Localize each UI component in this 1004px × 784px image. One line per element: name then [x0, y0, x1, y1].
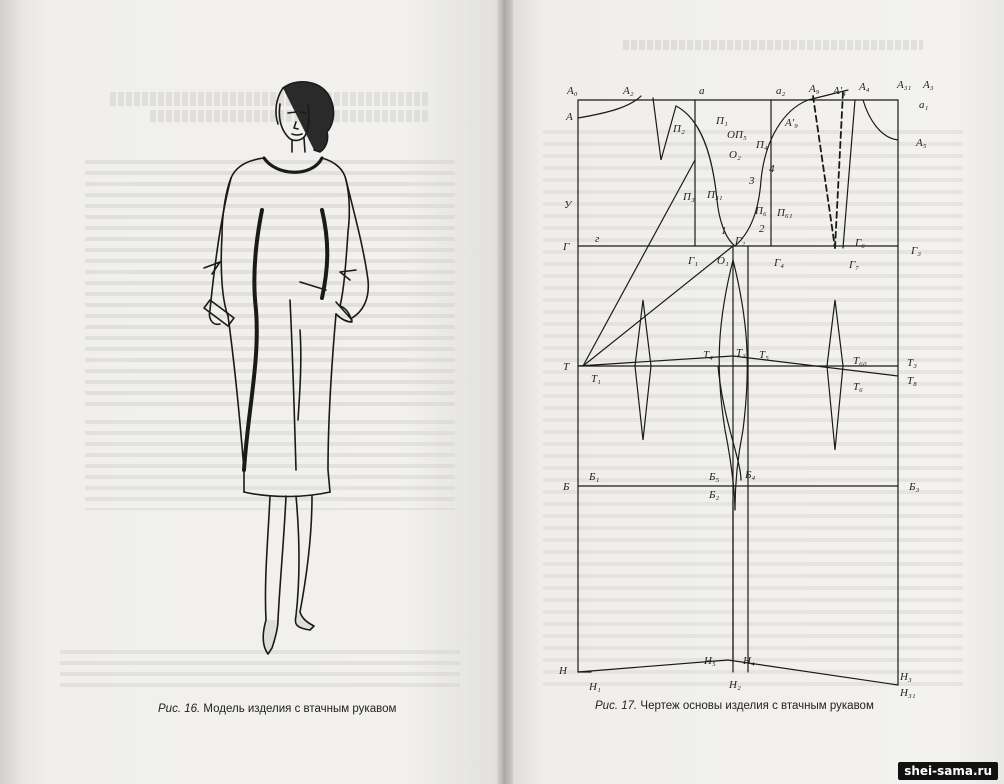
- caption-text: Чертеж основы изделия с втачным рукавом: [640, 700, 874, 712]
- label-t1: Т₁: [591, 373, 601, 385]
- label-t6: Т₆: [853, 381, 863, 393]
- label-1: 1: [721, 225, 727, 237]
- label-a4: A₄: [859, 81, 870, 93]
- label-g: г: [595, 233, 600, 245]
- label-p5: П₅: [735, 129, 747, 141]
- right-figure-caption: [595, 700, 874, 712]
- label-t8: Т₈: [907, 375, 917, 387]
- label-g2: Г₂: [735, 235, 746, 247]
- label-g7: Г₇: [849, 259, 860, 271]
- label-3: 3: [749, 175, 755, 187]
- label-o1: O₁: [717, 255, 729, 267]
- label-p2: П₂: [673, 123, 685, 135]
- label-2: 2: [759, 223, 765, 235]
- label-g3: Г₃: [911, 245, 922, 257]
- site-watermark: shei-sama.ru: [898, 762, 998, 780]
- label-g6: Г₆: [855, 237, 866, 249]
- caption-prefix: Рис. 17.: [595, 700, 638, 712]
- label-T: Т: [563, 361, 570, 373]
- label-a2-small: a₂: [776, 85, 786, 97]
- label-o: O: [727, 129, 735, 141]
- label-n2: Н₂: [729, 679, 741, 691]
- label-a9-prime: A′₉: [785, 117, 798, 129]
- label-t60: Т₆₀: [853, 355, 867, 367]
- pattern-drafting-diagram: [503, 0, 1004, 784]
- label-p1: П₁: [716, 115, 728, 127]
- label-a0: A₀: [567, 85, 578, 97]
- label-N: Н: [559, 665, 567, 677]
- label-a1: a₁: [919, 99, 929, 111]
- label-n4: Н₄: [743, 655, 755, 667]
- label-a31: A₃₁: [897, 79, 912, 91]
- label-a3: A₃: [923, 79, 934, 91]
- label-p4: П₄: [756, 139, 768, 151]
- caption-prefix: Рис. 16.: [158, 703, 201, 715]
- label-p31: П₃₁: [707, 189, 723, 201]
- label-t4: Т₄: [703, 349, 713, 361]
- label-B: Б: [563, 481, 570, 493]
- label-a9: A₉: [809, 83, 820, 95]
- book-gutter: [497, 0, 513, 784]
- drafting-point-labels: [558, 79, 934, 699]
- label-t3-right: Т₃: [907, 357, 917, 369]
- label-g4: Г₄: [774, 257, 785, 269]
- label-a5: A₅: [916, 137, 927, 149]
- label-n1: Н₁: [589, 681, 601, 693]
- label-b3: Б₃: [909, 481, 920, 493]
- label-p3: П₃: [683, 191, 695, 203]
- label-4: 4: [769, 163, 775, 175]
- label-a: a: [699, 85, 705, 97]
- label-t5: Т₅: [759, 349, 769, 361]
- label-o2: O₂: [729, 149, 741, 161]
- label-b4: Б₄: [745, 469, 756, 481]
- label-n3: Н₃: [900, 671, 912, 683]
- label-b5: Б₅: [709, 471, 720, 483]
- label-a4-prime: A′₄: [833, 85, 846, 97]
- label-a2: A₂: [623, 85, 634, 97]
- label-p61: П₆₁: [777, 207, 793, 219]
- label-u: У: [564, 199, 572, 211]
- label-g1: Г₁: [688, 255, 699, 267]
- label-n31: Н₃₁: [900, 687, 916, 699]
- label-p6: П₆: [755, 205, 767, 217]
- label-b2: Б₂: [709, 489, 720, 501]
- caption-text: Модель изделия с втачным рукавом: [203, 703, 397, 715]
- right-page: [503, 0, 1004, 784]
- left-figure-caption: [158, 703, 396, 715]
- label-G: Г: [563, 241, 570, 253]
- label-A: A: [566, 111, 573, 123]
- label-b1: Б₁: [589, 471, 600, 483]
- label-n5: Н₅: [704, 655, 716, 667]
- label-t3-mid: Т₃: [736, 347, 746, 359]
